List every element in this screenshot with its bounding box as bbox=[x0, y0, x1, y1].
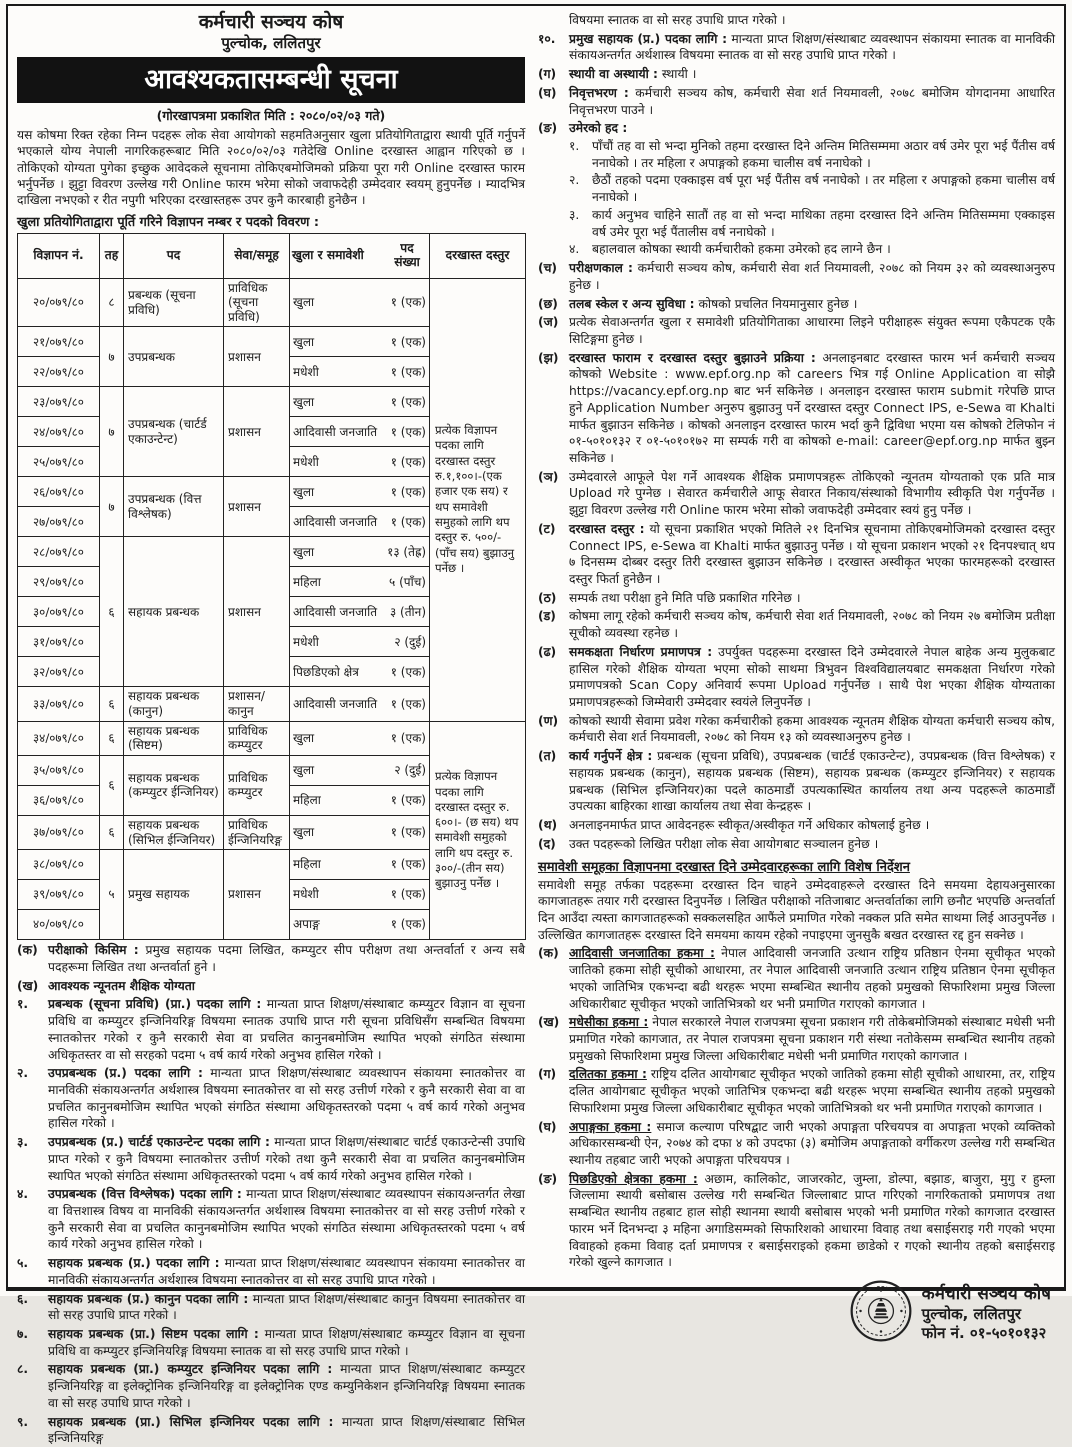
notice-item bbox=[17, 1134, 525, 1184]
advert-number: २४/०७९/८० bbox=[18, 417, 100, 447]
item-text bbox=[569, 120, 1055, 258]
notice-item bbox=[538, 590, 1055, 607]
post-title: सहायक प्रबन्धक (सिभिल ईन्जिनियर) bbox=[124, 815, 224, 849]
item-marker: (ख) bbox=[538, 1015, 560, 1030]
notice-item bbox=[17, 1186, 525, 1253]
notice-item bbox=[538, 296, 1055, 313]
advert-number: २२/०७९/८० bbox=[18, 357, 100, 387]
item-lead: मधेसीका हकमा : bbox=[569, 1015, 649, 1030]
subitem-marker: २. bbox=[569, 173, 580, 188]
item-marker: (झ) bbox=[538, 350, 559, 365]
item-marker: (ज) bbox=[538, 315, 559, 330]
subitem-marker: ४. bbox=[569, 242, 580, 257]
level: ६ bbox=[100, 721, 124, 755]
service-group: प्राविधिक ईन्जिनियरिङ्ग bbox=[224, 815, 290, 849]
level: ५ bbox=[100, 850, 124, 940]
item-marker: (छ) bbox=[538, 296, 558, 311]
category-and-count bbox=[290, 815, 430, 849]
item-lead: परीक्षणकाल : bbox=[569, 261, 633, 276]
notice-subitem bbox=[569, 172, 1055, 205]
item-lead: प्रमुख सहायक (प्र.) पदका लागि : bbox=[569, 31, 728, 46]
notice-item bbox=[17, 1065, 525, 1132]
item-marker: ६. bbox=[17, 1291, 29, 1306]
item-lead: कार्य गर्नुपर्ने क्षेत्र : bbox=[569, 749, 653, 764]
item-lead: सहायक प्रबन्धक (प्रा.) सिभिल इन्जिनियर पदका लागि : bbox=[48, 1414, 334, 1429]
fee-note: प्रत्येक विज्ञापन पदका लागि दरखास्त दस्तुर रु.१,१००।-(एक हजार एक सय) र थप समावेशी समुहको लागि थप दस्तुर रु. ५००/-(पाँच सय) बुझाउनु पर्नेछ । bbox=[430, 278, 526, 721]
footer-phone: फोन नं. ०१-५०१०१३२ bbox=[921, 1323, 1047, 1342]
category-name: महिला bbox=[293, 574, 321, 589]
published-date-line: (गोरखापत्रमा प्रकाशित मिति : २०८०/०२/०३ गते) bbox=[156, 107, 386, 123]
advert-number: ४०/०७९/८० bbox=[18, 910, 100, 940]
notice-item bbox=[538, 945, 1055, 1012]
category-and-count bbox=[290, 850, 430, 880]
item-text: स्थायी वा अस्थायी : स्थायी । bbox=[569, 67, 697, 82]
item-text bbox=[48, 978, 525, 995]
category-name: खुला bbox=[293, 763, 315, 778]
advert-number: २३/०७९/८० bbox=[18, 387, 100, 417]
notice-item bbox=[17, 996, 525, 1063]
item-lead: दलितका हकमा : bbox=[569, 1067, 647, 1082]
notice-item bbox=[538, 85, 1055, 118]
level: ७ bbox=[100, 387, 124, 477]
post-count: १ (एक) bbox=[390, 857, 426, 872]
item-text: तलब स्केल र अन्य सुविधा : कोषको प्रचलित नियमानुसार हुनेछ । bbox=[569, 296, 858, 311]
post-count: २ (दुई) bbox=[394, 763, 426, 778]
org-location: पुल्चोक, ललितपुर bbox=[221, 33, 321, 52]
category-and-count bbox=[290, 567, 430, 597]
category-and-count bbox=[290, 327, 430, 357]
category-and-count bbox=[290, 278, 430, 327]
notice-subitem bbox=[569, 241, 1055, 258]
qualification-list bbox=[17, 996, 525, 1447]
category-and-count bbox=[290, 880, 430, 910]
category-and-count bbox=[290, 657, 430, 687]
item-marker: (द) bbox=[538, 836, 556, 851]
subitem-marker: १. bbox=[569, 139, 580, 154]
category-name: खुला bbox=[293, 544, 315, 559]
advert-number: २१/०७९/८० bbox=[18, 327, 100, 357]
col-application-fee: दरखास्त दस्तुर bbox=[430, 233, 526, 278]
notice-item bbox=[538, 260, 1055, 293]
notice-item bbox=[538, 817, 1055, 834]
level: ८ bbox=[100, 278, 124, 327]
notice-item bbox=[538, 836, 1055, 853]
category-name: महिला bbox=[293, 793, 321, 808]
item-text: सहायक प्रबन्धक (प्र.) पदका लागि : मान्यता प्राप्त शिक्षण/संस्थाबाट व्यवस्थापन संकायमा स्नातकोत्तर वा मानविकी संकायअन्तर्गत अर्थशास्त्र विषयमा स्नातकोत्तर वा सो सरह उपाधि प्राप्त गरेको । bbox=[48, 1256, 525, 1287]
category-name: आदिवासी जनजाति bbox=[293, 514, 378, 529]
notice-item bbox=[17, 1361, 525, 1411]
post-title: सहायक प्रबन्धक (कम्प्युटर ईन्जिनियर) bbox=[124, 755, 224, 815]
category-and-count bbox=[290, 507, 430, 537]
item-lead: सहायक प्रबन्धक (प्र.) पदका लागि : bbox=[48, 1256, 220, 1271]
advert-number: २६/०७९/८० bbox=[18, 477, 100, 507]
category-name: आदिवासी जनजाति bbox=[293, 604, 378, 619]
item-text: उपप्रबन्धक (प्र.) चार्टर्ड एकाउन्टेन्ट पदका लागि : मान्यता प्राप्त शिक्षण/संस्थाबाट चार्टर्ड एकाउन्टेन्सी उपाधि प्राप्त गरेको र कुनै विषयमा स्नातकोत्तर उत्तीर्ण गरेको तथा कुनै सरकारी सेवा वा प्रचलित कानुनबमोजिम स्थापित भएको संगठित संस्थामा अधिकृतस्तरको पदमा ५ वर्ष कार्य गरेको अनुभव हासिल गरेको । bbox=[48, 1135, 526, 1183]
item-lead: पिछडिएको क्षेत्रका हकमा : bbox=[569, 1171, 698, 1186]
post-title: सहायक प्रबन्धक (कानुन) bbox=[124, 687, 224, 721]
subitem-text: पाँचौं तह वा सो भन्दा मुनिको तहमा दरखास्त दिने अन्तिम मितिसम्ममा अठार वर्ष उमेर पूरा भई पैंतीस वर्ष ननाघेको । तर महिला र अपाङ्गको हकमा चालीस वर्ष ननाघेको । bbox=[592, 139, 1055, 170]
advert-number: ३०/०७९/८० bbox=[18, 597, 100, 627]
col-open-inclusive bbox=[290, 233, 430, 278]
item-lead: उपप्रबन्धक (प्र.) पदका लागि : bbox=[48, 1066, 203, 1081]
category-and-count bbox=[290, 357, 430, 387]
service-group: प्राविधिक कम्प्युटर bbox=[224, 755, 290, 815]
item-marker: (ग) bbox=[538, 1067, 557, 1082]
item-marker: ४. bbox=[17, 1187, 29, 1202]
category-name: खुला bbox=[293, 484, 315, 499]
level: ६ bbox=[100, 815, 124, 849]
advert-number: ३६/०७९/८० bbox=[18, 785, 100, 815]
item-text: दरखास्त दस्तुर : यो सूचना प्रकाशित भएको मितिले २१ दिनभित्र सूचनामा तोकिएबमोजिमको दरखास्त दस्तुर Connect IPS, e-Sewa वा Khalti मार्फत बुझाउनु पर्नेछ । यो सूचना प्रकाशन भएको २१ दिनपश्चात् थप ७ दिनसम्म दोब्बर दस्तुर तिरी दरखास्त बुझाउन सकिनेछ । दरखास्त अस्वीकृत भएका फारमहरूको दरखास्त दस्तुर फिर्ता हुनेछैन । bbox=[569, 521, 1055, 586]
qualification-ten bbox=[538, 31, 1055, 64]
service-group: प्रशासन/ कानुन bbox=[224, 687, 290, 721]
item-marker: (घ) bbox=[538, 85, 557, 100]
service-group: प्रशासन bbox=[224, 850, 290, 940]
footer-text-block bbox=[922, 1284, 1051, 1343]
advert-number: २७/०७९/८० bbox=[18, 507, 100, 537]
category-name: मधेशी bbox=[293, 454, 319, 469]
notice-item bbox=[17, 978, 525, 995]
table-heading: खुला प्रतियोगिताद्वारा पूर्ति गरिने विज्ञापन नम्बर र पदको विवरण : bbox=[17, 214, 319, 230]
item-text: पिछडिएको क्षेत्रका हकमा : अछाम, कालिकोट, जाजरकोट, जुम्ला, डोल्पा, बझाङ, बाजुरा, मुगु र हुम्ला जिल्लामा स्थायी बसोबास उल्लेख गरी सम्बन्धित जिल्लाबाट प्राप्त गरिएको नागरिकताको प्रमाणपत्र तथा सम्बन्धित स्थानीय तहबाट हाल सोही स्थानमा स्थायी बसोबास भएको भनी प्रमाणित गरेको कागजात दरखास्त फारम भर्ने दिनभन्दा ३ महिना अगाडिसम्मको सिफारिशको आधारमा विवाह तथा बसाईसराइ गरी गएको भएमा विवाहको हकमा विवाह दर्ता प्रमाणपत्र र बसाईसराइको हकमा छाडेको र गएको स्थानीय तहको बसाईसराइ गरेको खुल्ने कागजात । bbox=[569, 1171, 1055, 1270]
category-name: पिछडिएको क्षेत्र bbox=[293, 664, 359, 679]
item-lead: आदिवासी जनजातिका हकमा : bbox=[569, 946, 715, 961]
epf-seal-icon bbox=[849, 1279, 913, 1347]
item-text: मधेसीका हकमा : नेपाल सरकारले नेपाल राजपत्रमा सूचना प्रकाशन गरी तोकेबमोजिमको संस्थाबाट मधेसी भनी प्रमाणित गरेको कागजात, तर नेपाल राजपत्रमा सूचना प्रकाशन गरी संस्था नतोकेसम्म सम्बन्धित स्थानीय तहको प्रमुखको सिफारिशमा प्रमुख जिल्ला अधिकारीबाट मधेसी भनी प्रमाणित गराएको कागजात । bbox=[569, 1015, 1055, 1063]
footer-signature bbox=[538, 1279, 1055, 1347]
item-marker: (ङ) bbox=[538, 1171, 558, 1186]
level: ६ bbox=[100, 687, 124, 721]
notice-item bbox=[538, 31, 1055, 64]
item-text: प्रमुख सहायक (प्र.) पदका लागि : मान्यता प्राप्त शिक्षण/संस्थाबाट व्यवस्थापन संकायमा स्नातक वा मानविकी संकायअन्तर्गत अर्थशास्त्र विषयमा स्नातक वा सो सरह उपाधि प्राप्त गरेको । bbox=[569, 31, 1055, 63]
item-lead: उपप्रबन्धक (वित्त विश्लेषक) पदका लागि : bbox=[48, 1187, 242, 1202]
item-marker: (च) bbox=[538, 261, 558, 276]
post-count: १ (एक) bbox=[390, 793, 426, 808]
item-marker: (ट) bbox=[538, 521, 556, 536]
item-marker: ५. bbox=[17, 1256, 29, 1271]
item-lead: अपाङ्गका हकमा : bbox=[569, 1119, 652, 1134]
service-group: प्राविधिक कम्प्युटर bbox=[224, 721, 290, 755]
category-name: अपाङ्ग bbox=[293, 917, 320, 932]
post-count: १ (एक) bbox=[390, 394, 426, 409]
qualification-continuation: विषयमा स्नातक वा सो सरह उपाधि प्राप्त गरेको । bbox=[569, 13, 786, 27]
notice-subitem bbox=[569, 138, 1055, 171]
notice-item bbox=[538, 120, 1055, 258]
post-title: उपप्रबन्धक (चार्टर्ड एकाउन्टेन्ट) bbox=[124, 387, 224, 477]
item-text: समकक्षता निर्धारण प्रमाणपत्र : उपर्युक्त पदहरूमा दरखास्त दिने उम्मेदवारले नेपाल बाहेक अन्य मुलुकबाट हासिल गरेको शैक्षिक योग्यता भएमा सोको साथमा त्रिभुवन विश्वविद्यालयबाट समकक्षता निर्धारण गरेको प्रमाणपत्रको Scan Copy अनिवार्य रूपमा Upload गर्नुपर्नेछ । साथै पेश भएका शैक्षिक योग्यताका प्रमाणपत्रहरूको जिम्मेवारी उम्मेदवार स्वयंले लिनुपर्नेछ । bbox=[569, 644, 1055, 710]
item-text: आदिवासी जनजातिका हकमा : नेपाल आदिवासी जनजाति उत्थान राष्ट्रिय प्रतिष्ठान ऐनमा सूचीकृत भएको जातिको हकमा सोही सूचीको आधारमा, तर नेपाल आदिवासी जनजाति उत्थान राष्ट्रिय प्रतिष्ठान ऐनमा सूचीकृत भएको जातिभित्र एकभन्दा बढी थरहरू भएमा सम्बन्धित स्थानीय तहको प्रमुखको सिफारिशमा प्रमुख जिल्ला अधिकारीबाट सूचीकृत भएको जातिभित्रको थर भनी प्रमाणित गराएको कागजात । bbox=[569, 946, 1056, 1011]
special-instructions-paragraph: समावेशी समूह तर्फका पदहरूमा दरखास्त दिन चाहने उम्मेदवाहरूले दरखास्त दिने समयमा देहायअनुसारका कागजातहरू तयार गरी दरखास्त दिनुपर्नेछ । लिखित परीक्षाको नतिजाबाट अन्तर्वार्ताका लागि छनौट भएपछि अन्तर्वार्ता दिन आउँदा त्यस्ता कागजातहरूको सक्कलसहित आफैंले प्रमाणित गरेको नक्कल प्रति समेत साथमा लिई आउनुपर्नेछ । उल्लिखित कागजातहरू दरखास्त दिने समयमा कायम रहेको नपाइएमा जुनसुकै बखत दरखास्त रद्द हुन सक्नेछ । bbox=[538, 877, 1055, 942]
advert-number: २८/०७९/८० bbox=[18, 537, 100, 567]
item-text: अनलाइनमार्फत प्राप्त आवेदनहरू स्वीकृत/अस्वीकृत गर्ने अधिकार कोषलाई हुनेछ । bbox=[569, 818, 930, 833]
category-and-count bbox=[290, 417, 430, 447]
post-title: प्रबन्धक (सूचना प्रविधि) bbox=[124, 278, 224, 327]
category-name: खुला bbox=[293, 295, 315, 310]
advert-number: ३२/०७९/८० bbox=[18, 657, 100, 687]
item-lead: उमेरको हद : bbox=[569, 121, 628, 136]
post-count: १ (एक) bbox=[390, 295, 426, 310]
item-lead: समकक्षता निर्धारण प्रमाणपत्र : bbox=[569, 644, 713, 659]
advert-number: ३८/०७९/८० bbox=[18, 850, 100, 880]
post-count: १ (एक) bbox=[390, 917, 426, 932]
category-name: आदिवासी जनजाति bbox=[293, 696, 378, 711]
intro-paragraph: यस कोषमा रिक्त रहेका निम्न पदहरू लोक सेवा आयोगको सहमतिअनुसार खुला प्रतियोगिताद्वारा स्थायी पूर्ति गर्नुपर्ने भएकाले योग्य नेपाली नागरिकहरूबाट मिति २०८०/०२/०३ गतेदेखि Online दरखास्त आह्वान गरिएको छ । तोकिएको योग्यता पुगेका इच्छुक आवेदकले सूचनामा तोकिएबमोजिमको प्रक्रिया पूरा गरी Online दरखास्त फारम भर्नुपर्नेछ । झुट्टा विवरण उल्लेख गरी Online फारम भरेमा सोको जवाफदेही उम्मेदवार स्वयम् हुनुपर्नेछ । म्यादभित्र दाखिला नभएको र रीत नपुगी भरिएका दरखास्तहरू उपर कुनै कारबाही हुनेछैन । bbox=[17, 127, 525, 208]
category-name: खुला bbox=[293, 825, 315, 840]
subitem-marker: ३. bbox=[569, 207, 580, 222]
category-and-count bbox=[290, 627, 430, 657]
post-count: ५ (पाँच) bbox=[389, 574, 426, 589]
item-lead: आवश्यक न्यूनतम शैक्षिक योग्यता bbox=[48, 978, 195, 993]
subitem-text: कार्य अनुभव चाहिने सातौं तह वा सो भन्दा माथिका तहमा दरखास्त दिने अन्तिम मितिसम्ममा एक्काइस वर्ष उमेर पूरा भई पैंतालीस वर्ष ननाघेको । bbox=[592, 207, 1055, 239]
col-level: तह bbox=[100, 233, 124, 278]
vacancy-row bbox=[18, 721, 526, 755]
category-name: मधेशी bbox=[293, 887, 319, 902]
item-marker: (थ) bbox=[538, 818, 558, 833]
item-marker: ९. bbox=[17, 1414, 29, 1429]
vacancy-row bbox=[18, 278, 526, 327]
item-lead: स्थायी वा अस्थायी : bbox=[569, 67, 658, 82]
category-and-count bbox=[290, 721, 430, 755]
item-marker: (ठ) bbox=[538, 590, 557, 605]
service-group: प्राविधिक (सूचना प्रविधि) bbox=[224, 278, 290, 327]
post-count: १ (एक) bbox=[390, 334, 426, 349]
notice-item bbox=[538, 66, 1055, 83]
post-count: १ (एक) bbox=[390, 887, 426, 902]
item-marker: (ख) bbox=[17, 978, 39, 993]
vacancy-table bbox=[17, 233, 526, 941]
category-and-count bbox=[290, 785, 430, 815]
item-lead: सहायक प्रबन्धक (प्र.) कानुन पदका लागि : bbox=[48, 1291, 249, 1306]
advert-number: २९/०७९/८० bbox=[18, 567, 100, 597]
item-lead: निवृत्तभरण : bbox=[569, 85, 629, 100]
item-text: सम्पर्क तथा परीक्षा हुने मिति पछि प्रकाशित गरिनेछ । bbox=[569, 590, 801, 605]
notice-item bbox=[538, 608, 1055, 641]
service-group: प्रशासन bbox=[224, 387, 290, 477]
vacancy-table-body bbox=[18, 278, 526, 940]
item-text: सहायक प्रबन्धक (प्रा.) कम्प्युटर इन्जिनियर पदका लागि : मान्यता प्राप्त शिक्षण/संस्थाबाट कम्प्युटर इन्जिनियरिङ्ग वा इलेक्ट्रोनिक इन्जिनियरिङ्ग वा इलेक्ट्रोनिक एण्ड कम्युनिकेशन इन्जिनियरिङ्ग विषयमा स्नातक वा सो सरह उपाधि प्राप्त गरेको । bbox=[48, 1362, 525, 1410]
level: ७ bbox=[100, 327, 124, 387]
item-marker: (ग) bbox=[538, 67, 557, 82]
item-lead: उपप्रबन्धक (प्र.) चार्टर्ड एकाउन्टेन्ट पदका लागि : bbox=[48, 1135, 270, 1150]
item-lead: सहायक प्रबन्धक (प्रा.) सिष्टम पदका लागि : bbox=[48, 1327, 259, 1341]
col-service-group: सेवा/समूह bbox=[224, 233, 290, 278]
item-text: प्रबन्धक (सूचना प्रविधि) (प्रा.) पदका लागि : मान्यता प्राप्त शिक्षण/संस्थाबाट कम्प्युटर विज्ञान वा सूचना प्रविधि वा कम्प्युटर इन्जिनियरिङ्ग विषयमा स्नातक उपाधि प्राप्त गरी सूचना प्रविधिसँग सम्बन्धित विषयमा स्नातकोत्तर गरेको र कुनै सरकारी सेवा वा प्रचलित कानुनबमोजिम स्थापित भएको संगठित संस्थामा अधिकृतस्तर वा सो सरहको पदमा ५ वर्ष कार्य गरेको अनुभव हासिल गरेको । bbox=[48, 997, 525, 1062]
item-lead: प्रबन्धक (सूचना प्रविधि) (प्रा.) पदका लागि : bbox=[48, 997, 262, 1012]
notice-subitem bbox=[569, 207, 1055, 240]
post-title: उपप्रबन्धक (वित्त विश्लेषक) bbox=[124, 477, 224, 537]
notice-item bbox=[538, 521, 1055, 588]
notice-item bbox=[538, 713, 1055, 746]
service-group: प्रशासन bbox=[224, 327, 290, 387]
category-name: महिला bbox=[293, 857, 321, 872]
advert-number: २०/०७९/८० bbox=[18, 278, 100, 327]
item-text: दरखास्त फाराम र दरखास्त दस्तुर बुझाउने प्रक्रिया : अनलाइनबाट दरखास्त फारम भर्न कर्मचारी सञ्चय कोषको Website : www.epf.org.np को careers भित्र गई Online Application वा सोझै https://vacancy.epf.org.np बाट भर्न सकिनेछ । अनलाइन दरखास्त फाराम submit गरेपछि प्राप्त हुने Application Number अनुरुप बुझाउनु पर्ने दरखास्त दस्तुर Connect IPS, e-Sewa वा Khalti मार्फत बुझाउन सकिनेछ । कोषको अनलाइन दरखास्त फारम भर्दा कुनै द्विविधा भएमा यस कोषको टेलिफोन नं ०१-५०१०१३२ र ०१-५०१०१७२ मा सम्पर्क गरी वा कोषको e-mail: career@epf.org.np मार्फत बुझ्न सकिनेछ । bbox=[569, 350, 1056, 465]
notice-item bbox=[538, 1171, 1055, 1271]
item-marker: २. bbox=[17, 1066, 29, 1081]
post-count: १ (एक) bbox=[390, 696, 426, 711]
item-marker: (ञ) bbox=[538, 469, 559, 484]
subitem-text: छैठौं तहको पदमा एक्काइस वर्ष पूरा भई पैंतीस वर्ष ननाघेको । तर महिला र अपाङ्गको हकमा चालीस वर्ष ननाघेको । bbox=[592, 173, 1055, 205]
category-name: मधेशी bbox=[293, 364, 319, 379]
item-lead: दरखास्त दस्तुर : bbox=[569, 521, 645, 536]
item-lead: परीक्षाको किसिम : bbox=[48, 943, 139, 958]
org-name: कर्मचारी सञ्चय कोष bbox=[198, 11, 344, 33]
category-and-count bbox=[290, 387, 430, 417]
item-lead: दरखास्त फाराम र दरखास्त दस्तुर बुझाउने प्रक्रिया : bbox=[569, 350, 816, 365]
special-items bbox=[538, 945, 1055, 1271]
service-group: प्रशासन bbox=[224, 477, 290, 537]
post-count: २ (दुई) bbox=[394, 634, 426, 649]
fee-note: प्रत्येक विज्ञापन पदका लागि दरखास्त दस्तुर रु. ६००।- (छ सय) थप समावेशी समुहको लागि थप दस्तुर रु. ३००/-(तीन सय) बुझाउनु पर्नेछ । bbox=[430, 721, 526, 940]
item-text: सहायक प्रबन्धक (प्रा.) सिष्टम पदका लागि : मान्यता प्राप्त शिक्षण/संस्थाबाट कम्प्युटर विज्ञान वा सूचना प्रविधि वा कम्प्युटर इन्जिनियरिङ्ग विषयमा स्नातक वा सो सरह उपाधि प्राप्त गरेको । bbox=[48, 1327, 525, 1358]
notice-item bbox=[538, 1014, 1055, 1064]
item-text: सहायक प्रबन्धक (प्रा.) सिभिल इन्जिनियर पदका लागि : मान्यता प्राप्त शिक्षण/संस्थाबाट सिभिल इन्जिनियरिङ्ग bbox=[48, 1414, 525, 1446]
item-marker: (ढ) bbox=[538, 644, 557, 659]
advert-number: ३७/०७९/८० bbox=[18, 815, 100, 849]
category-and-count bbox=[290, 477, 430, 507]
item-text: परीक्षाको किसिम : प्रमुख सहायक पदमा लिखित, कम्प्युटर सीप परीक्षण तथा अन्तर्वार्ता र अन्य सबै पदहरूमा लिखित तथा अन्तर्वार्ता हुने । bbox=[48, 943, 526, 974]
item-text: कार्य गर्नुपर्ने क्षेत्र : प्रबन्धक (सूचना प्रविधि), उपप्रबन्धक (चार्टर्ड एकाउन्टेन्ट), उपप्रबन्धक (वित्त विश्लेषक) र सहायक प्रबन्धक (कानुन), सहायक प्रबन्धक (सिष्टम), सहायक प्रबन्धक (कम्प्युटर इन्जिनियर) र सहायक प्रबन्धक (सिभिल इन्जिनियर)का पदले काठमाडौं उपत्यकास्थित कार्यालय तथा अन्य पदहरूले काठमाडौं उपत्यका बाहिरका शाखा कार्यालय तथा सेवा केन्द्रहरू । bbox=[569, 749, 1056, 814]
item-marker: (ण) bbox=[538, 713, 559, 728]
post-count: ३ (तीन) bbox=[389, 604, 426, 619]
post-count: १ (एक) bbox=[390, 731, 426, 745]
category-and-count bbox=[290, 537, 430, 567]
category-name: खुला bbox=[293, 394, 315, 409]
category-name: खुला bbox=[293, 731, 315, 745]
category-and-count bbox=[290, 447, 430, 477]
post-count: १ (एक) bbox=[390, 825, 426, 840]
notice-item bbox=[538, 350, 1055, 467]
category-name: आदिवासी जनजाति bbox=[293, 424, 378, 439]
advert-number: ३३/०७९/८० bbox=[18, 687, 100, 721]
col-post-count-label: पद संख्या bbox=[394, 241, 420, 269]
category-and-count bbox=[290, 687, 430, 721]
notice-item bbox=[17, 1326, 525, 1359]
post-title: सहायक प्रबन्धक (सिष्टम) bbox=[124, 721, 224, 755]
col-advert-no: विज्ञापन नं. bbox=[18, 233, 100, 278]
col-open-inclusive-label: खुला र समावेशी bbox=[292, 248, 364, 263]
post-count: १ (एक) bbox=[390, 484, 426, 499]
exam-kind-list bbox=[17, 942, 525, 994]
footer-org-location: पुल्चोक, ललितपुर bbox=[921, 1304, 1021, 1323]
level: ६ bbox=[100, 755, 124, 815]
notice-item bbox=[538, 748, 1055, 815]
item-text: सहायक प्रबन्धक (प्र.) कानुन पदका लागि : मान्यता प्राप्त शिक्षण/संस्थाबाट कानुन विषयमा स्नातकोत्तर वा सो सरह उपाधि प्राप्त गरेको । bbox=[48, 1291, 525, 1323]
item-text: उम्मेदवारले आफूले पेश गर्ने आवश्यक शैक्षिक प्रमाणपत्रहरू तोकिएको न्यूनतम योग्यताको एक प्रति मात्र Upload गरे पुग्नेछ । सेवारत कर्मचारीले आफू सेवारत निकाय/संस्थाको विभागीय स्वीकृति पेश गर्नुपर्नेछ । झुट्टा विवरण उल्लेख गरी Online फारम भरेमा सोको जवाफदेही उम्मेदवार स्वयं हुनु पर्नेछ । bbox=[569, 469, 1055, 518]
post-count: १ (एक) bbox=[390, 424, 426, 439]
item-text: उक्त पदहरूको लिखित परीक्षा लोक सेवा आयोगबाट सञ्चालन हुनेछ । bbox=[569, 836, 879, 851]
notice-item bbox=[538, 469, 1055, 519]
post-title: उपप्रबन्धक bbox=[124, 327, 224, 387]
item-text: परीक्षणकाल : कर्मचारी सञ्चय कोष, कर्मचारी सेवा शर्त नियमावली, २०७८ को नियम ३२ को व्यवस्थाअनुरुप हुनेछ । bbox=[569, 261, 1055, 292]
item-lead: सहायक प्रबन्धक (प्रा.) कम्प्युटर इन्जिनियर पदका लागि : bbox=[48, 1362, 333, 1377]
subitem-text: बहालवाल कोषका स्थायी कर्मचारीको हकमा उमेरको हद लाग्ने छैन । bbox=[592, 242, 891, 257]
item-marker: (त) bbox=[538, 749, 557, 764]
item-marker: (ङ) bbox=[538, 121, 558, 136]
notice-item bbox=[538, 1066, 1055, 1116]
advert-number: २५/०७९/८० bbox=[18, 447, 100, 477]
item-text: प्रत्येक सेवाअन्तर्गत खुला र समावेशी प्रतियोगिताका आधारमा लिइने परीक्षाहरू संयुक्त रूपमा एकैपटक एकै सिटिङ्गमा हुनेछ । bbox=[569, 315, 1055, 346]
item-text: कोषमा लागू रहेको कर्मचारी सञ्चय कोष, कर्मचारी सेवा शर्त नियमावली, २०७८ को नियम २७ बमोजिम प्रतीक्षा सूचीको व्यवस्था रहनेछ । bbox=[569, 609, 1055, 641]
item-text: दलितका हकमा : राष्ट्रिय दलित आयोगबाट सूचीकृत भएको जातिको हकमा सोही सूचीको आधारमा, तर, राष्ट्रिय दलित आयोगबाट सूचीकृत भएको जातिभित्र एकभन्दा बढी थरहरू भएमा सम्बन्धित स्थानीय तहको प्रमुखको सिफारिशमा प्रमुख जिल्ला अधिकारीबाट सूचीकृत भएको जातिभित्रको थर भनी प्रमाणित गराएको कागजात । bbox=[569, 1067, 1055, 1115]
item-marker: ७. bbox=[17, 1327, 29, 1341]
advert-number: ३४/०७९/८० bbox=[18, 721, 100, 755]
item-lead: तलब स्केल र अन्य सुविधा : bbox=[569, 296, 695, 311]
vacancy-table-head bbox=[18, 233, 526, 278]
right-column bbox=[538, 12, 1056, 1342]
post-title: प्रमुख सहायक bbox=[124, 850, 224, 940]
level: ७ bbox=[100, 477, 124, 537]
post-count: १ (एक) bbox=[390, 514, 426, 529]
item-marker: १. bbox=[17, 997, 29, 1012]
item-text: उपप्रबन्धक (वित्त विश्लेषक) पदका लागि : मान्यता प्राप्त शिक्षण/संस्थाबाट व्यवस्थापन संकायअन्तर्गत लेखा वा वित्तशास्त्र विषय वा मानविकी संकायअन्तर्गत अर्थशास्त्र विषयमा स्नातकोत्तर वा सो सरह उत्तीर्ण गरेको र कुनै सरकारी सेवा वा प्रचलित कानुनबमोजिम स्थापित भएको संगठित संस्थामा अधिकृतस्तरको पदमा ५ वर्ष कार्य गरेको अनुभव हासिल गरेको । bbox=[48, 1187, 525, 1252]
advert-number: ३५/०७९/८० bbox=[18, 755, 100, 785]
item-marker: १०. bbox=[538, 31, 556, 46]
notice-item bbox=[538, 1119, 1055, 1169]
item-marker: (क) bbox=[17, 943, 38, 958]
notice-item bbox=[17, 1255, 525, 1288]
advert-number: ३९/०७९/८० bbox=[18, 880, 100, 910]
item-marker: (घ) bbox=[538, 1119, 557, 1134]
post-count: १ (एक) bbox=[390, 364, 426, 379]
notice-item bbox=[538, 644, 1055, 711]
category-name: मधेशी bbox=[293, 634, 319, 649]
notice-title-banner: आवश्यकतासम्बन्धी सूचना bbox=[17, 57, 525, 103]
item-marker: ८. bbox=[17, 1362, 29, 1377]
service-group: प्रशासन bbox=[224, 537, 290, 687]
notice-item bbox=[17, 942, 525, 975]
post-count: १ (एक) bbox=[390, 664, 426, 679]
category-and-count bbox=[290, 755, 430, 785]
item-marker: (ड) bbox=[538, 609, 556, 624]
footer-org-name: कर्मचारी सञ्चय कोष bbox=[921, 1283, 1051, 1304]
item-text: कोषको स्थायी सेवामा प्रवेश गरेका कर्मचारीको हकमा आवश्यक न्यूनतम शैक्षिक योग्यता कर्मचारी सञ्चय कोष, कर्मचारी सेवा शर्त नियमावली, २०७८ को नियम १३ को व्यवस्थाअनुरुप हुनेछ । bbox=[569, 713, 1056, 745]
item-text: निवृत्तभरण : कर्मचारी सञ्चय कोष, कर्मचारी सेवा शर्त नियमावली, २०७८ बमोजिम योगदानमा आधारित निवृत्तभरण पाउने । bbox=[569, 85, 1055, 117]
post-count: १३ (तेह्र) bbox=[387, 544, 426, 559]
left-column bbox=[17, 11, 526, 1446]
item-text: उपप्रबन्धक (प्र.) पदका लागि : मान्यता प्राप्त शिक्षण/संस्थाबाट व्यवस्थापन संकायमा स्नातकोत्तर वा मानविकी संकायअन्तर्गत अर्थशास्त्र विषयमा स्नातकोत्तर वा सो सरह उत्तीर्ण गरेको र कुनै सरकारी सेवा वा वा प्रचलित कानुनबमोजिम स्थापित भएको संगठित संस्थामा अधिकृतस्तरको पदमा ५ वर्ष कार्य गरेको अनुभव हासिल गरेको । bbox=[48, 1066, 525, 1131]
notice-item bbox=[17, 1414, 525, 1447]
col-post: पद bbox=[124, 233, 224, 278]
advert-number: ३१/०७९/८० bbox=[18, 627, 100, 657]
notice-item bbox=[17, 1291, 525, 1324]
post-title: सहायक प्रबन्धक bbox=[124, 537, 224, 687]
category-name: खुला bbox=[293, 334, 315, 349]
special-instructions-heading: समावेशी समूहका विज्ञापनमा दरखास्त दिने उम्मेदवारहरूका लागि विशेष निर्देशन bbox=[538, 859, 910, 875]
category-and-count bbox=[290, 910, 430, 940]
item-text: अपाङ्गका हकमा : समाज कल्याण परिषद्बाट जारी भएको अपाङ्गता परिचयपत्र वा अपाङ्गता भएको व्यक्तिको अधिकारसम्बन्धी ऐन, २०७४ को दफा ४ को उपदफा (३) बमोजिम अपाङ्गताको वर्गीकरण उल्लेख गरी सम्बन्धित स्थानीय तहबाट जारी भएको अपाङ्गता परिचयपत्र । bbox=[569, 1119, 1055, 1167]
right-notice-list bbox=[538, 66, 1055, 852]
notice-item bbox=[538, 314, 1055, 347]
post-count: १ (एक) bbox=[390, 454, 426, 469]
level: ६ bbox=[100, 537, 124, 687]
notice-frame bbox=[6, 4, 1066, 1446]
item-marker: (क) bbox=[538, 946, 559, 961]
item-marker: ३. bbox=[17, 1135, 29, 1150]
category-and-count bbox=[290, 597, 430, 627]
